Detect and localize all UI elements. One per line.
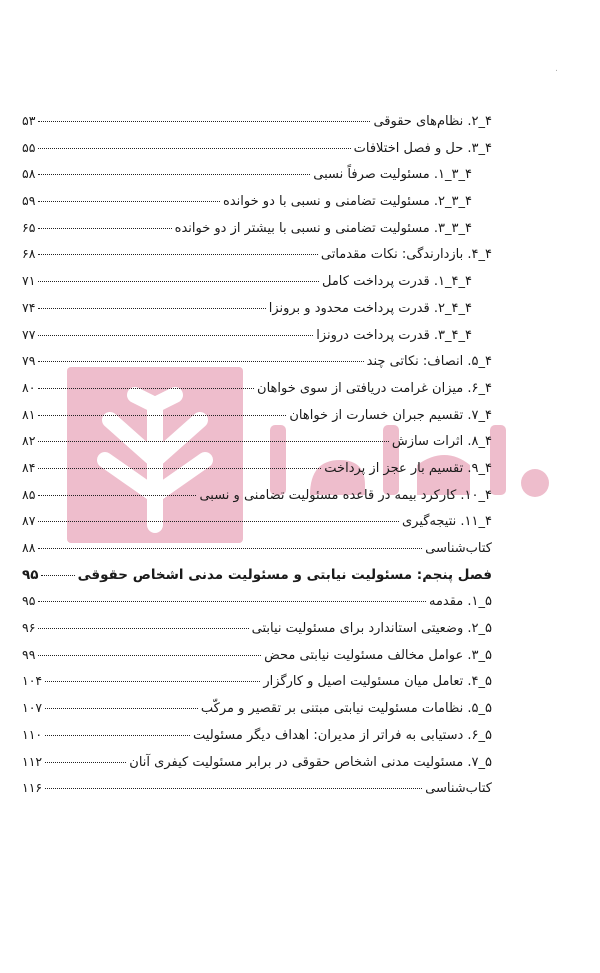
toc-entry-page: ۸۵ — [22, 486, 36, 502]
toc-entry[interactable] — [22, 300, 492, 327]
dot-leader — [45, 735, 190, 736]
toc-entry[interactable] — [22, 220, 492, 247]
toc-entry[interactable] — [22, 780, 492, 807]
toc-entry-page: ۶۵ — [22, 219, 36, 235]
page-marker: . — [555, 64, 558, 74]
toc-entry[interactable] — [22, 140, 492, 167]
toc-entry-page: ۱۱۰ — [22, 726, 43, 742]
toc-entry-title: کتاب‌شناسی — [425, 781, 492, 797]
toc-entry-title: ۴_۳_۲. مسئولیت تضامنی و نسبی با دو خوانده — [223, 194, 472, 210]
toc-entry-page: ۷۷ — [22, 326, 36, 342]
toc-entry-page: ۹۶ — [22, 620, 36, 636]
chapter-heading[interactable] — [22, 567, 492, 594]
toc-entry[interactable] — [22, 113, 492, 140]
toc-entry-title: ۴_۴_۲. قدرت پرداخت محدود و برونزا — [268, 300, 472, 316]
toc-entry-title: ۴_۸. اثرات سازش — [391, 434, 492, 450]
toc-entry-page: ۱۱۲ — [22, 753, 43, 769]
toc-entry-page: ۸۲ — [22, 433, 36, 449]
toc-entry-page: ۸۸ — [22, 540, 36, 555]
dot-leader — [38, 308, 265, 309]
toc-entry-title: ۴_۹. تقسیم بار عجز از پرداخت — [324, 460, 492, 476]
toc-entry[interactable] — [22, 593, 492, 620]
toc-entry[interactable] — [22, 353, 492, 380]
toc-entry-page: ۱۱۶ — [22, 780, 43, 796]
dot-leader — [38, 148, 350, 149]
dot-leader — [38, 121, 370, 122]
toc-entry-page: ۷۹ — [22, 353, 36, 369]
toc-entry-title: ۴_۴_۳. قدرت پرداخت درونزا — [316, 327, 472, 343]
dot-leader — [38, 601, 426, 602]
toc-entry-page: ۱۰۴ — [22, 673, 43, 689]
toc-entry[interactable] — [22, 540, 492, 567]
toc-entry-page: ۸۱ — [22, 406, 36, 422]
toc-entry-title: ۵_۷. مسئولیت مدنی اشخاص حقوقی در برابر مسئولیت کیفری آنان — [129, 754, 492, 770]
dot-leader — [38, 201, 220, 202]
toc-entry-page: ۸۴ — [22, 459, 36, 475]
toc-entry[interactable] — [22, 487, 492, 514]
dot-leader — [38, 495, 196, 496]
toc-entry-page: ۷۴ — [22, 299, 36, 315]
toc-entry-title: ۵_۱. مقدمه — [428, 594, 492, 610]
toc-entry-title: ۴_۳_۳. مسئولیت تضامنی و نسبی با بیشتر از دو خوانده — [174, 220, 472, 236]
dot-leader — [38, 228, 171, 229]
toc-entry-page: ۱۰۷ — [22, 700, 43, 716]
dot-leader — [38, 468, 321, 469]
toc-entry-title: کتاب‌شناسی — [425, 541, 492, 556]
toc-entry-page: ۵۳ — [22, 113, 36, 128]
toc-entry[interactable] — [22, 166, 492, 193]
dot-leader — [38, 174, 310, 175]
toc-entry-page: ۶۸ — [22, 246, 36, 262]
toc-entry-title: ۵_۴. تعامل میان مسئولیت اصیل و کارگزار — [263, 674, 492, 690]
toc-entry-title: ۴_۵. انصاف: نکاتی چند — [366, 354, 492, 370]
toc-entry-page: ۵۵ — [22, 139, 36, 155]
toc-entry-title: ۴_۴. بازدارندگی: نکات مقدماتی — [320, 247, 492, 263]
dot-leader — [38, 655, 261, 656]
toc-entry-title: ۵_۲. وضعیتی استاندارد برای مسئولیت نیابتی — [251, 621, 492, 637]
toc-entry-title: ۴_۴_۱. قدرت پرداخت کامل — [322, 274, 472, 290]
toc-entry-page: ۷۱ — [22, 273, 36, 289]
table-of-contents — [22, 113, 492, 807]
toc-entry[interactable] — [22, 193, 492, 220]
toc-entry[interactable] — [22, 620, 492, 647]
toc-entry-title: ۴_۳_۱. مسئولیت صرفاً نسبی — [313, 167, 472, 183]
toc-entry[interactable] — [22, 700, 492, 727]
dot-leader — [38, 441, 388, 442]
toc-entry-title: ۵_۶. دستیابی به فراتر از مدیران: اهداف دیگر مسئولیت — [193, 727, 492, 743]
toc-entry[interactable] — [22, 407, 492, 434]
toc-entry[interactable] — [22, 327, 492, 354]
toc-entry-title: ۴_۲. نظام‌های حقوقی — [373, 114, 492, 129]
toc-entry[interactable] — [22, 380, 492, 407]
dot-leader — [38, 281, 319, 282]
toc-entry-title: ۵_۵. نظامات مسئولیت نیابتی مبتنی بر تقصیر و مرکّب — [200, 701, 492, 717]
dot-leader — [38, 548, 422, 549]
dot-leader — [38, 388, 254, 389]
toc-entry-title: ۴_۶. میزان غرامت دریافتی از سوی خواهان — [257, 380, 492, 396]
toc-entry-title: فصل پنجم: مسئولیت نیابتی و مسئولیت مدنی اشخاص حقوقی — [77, 566, 492, 583]
dot-leader — [38, 254, 317, 255]
toc-entry-page: ۵۸ — [22, 166, 36, 182]
toc-entry-title: ۴_۳. حل و فصل اختلافات — [353, 140, 492, 156]
toc-entry[interactable] — [22, 673, 492, 700]
dot-leader — [45, 762, 126, 763]
toc-entry-title: ۵_۳. عوامل مخالف مسئولیت نیابتی محض — [264, 647, 492, 663]
dot-leader — [41, 575, 74, 576]
dot-leader — [38, 361, 363, 362]
toc-entry-page: ۹۵ — [22, 593, 36, 609]
toc-entry-page: ۵۹ — [22, 193, 36, 209]
dot-leader — [45, 708, 198, 709]
toc-entry[interactable] — [22, 433, 492, 460]
toc-entry[interactable] — [22, 273, 492, 300]
toc-entry-page: ۸۰ — [22, 379, 36, 395]
dot-leader — [38, 415, 286, 416]
toc-entry-title: ۴_۷. تقسیم جبران خسارت از خواهان — [289, 407, 492, 423]
toc-entry-title: ۴_۱۰. کارکرد بیمه در قاعده مسئولیت تضامنی و نسبی — [199, 487, 492, 503]
dot-leader — [45, 788, 422, 789]
toc-entry[interactable] — [22, 727, 492, 754]
toc-entry-page: ۸۷ — [22, 513, 36, 529]
toc-entry[interactable] — [22, 460, 492, 487]
dot-leader — [38, 628, 248, 629]
toc-entry[interactable] — [22, 647, 492, 674]
toc-entry-page: ۹۹ — [22, 646, 36, 662]
toc-entry-page: ۹۵ — [22, 566, 39, 583]
toc-entry[interactable] — [22, 246, 492, 273]
toc-entry-title: ۴_۱۱. نتیجه‌گیری — [401, 514, 492, 530]
dot-leader — [38, 521, 399, 522]
toc-entry[interactable] — [22, 754, 492, 781]
dot-leader — [38, 335, 313, 336]
toc-entry[interactable] — [22, 513, 492, 540]
dot-leader — [45, 681, 260, 682]
